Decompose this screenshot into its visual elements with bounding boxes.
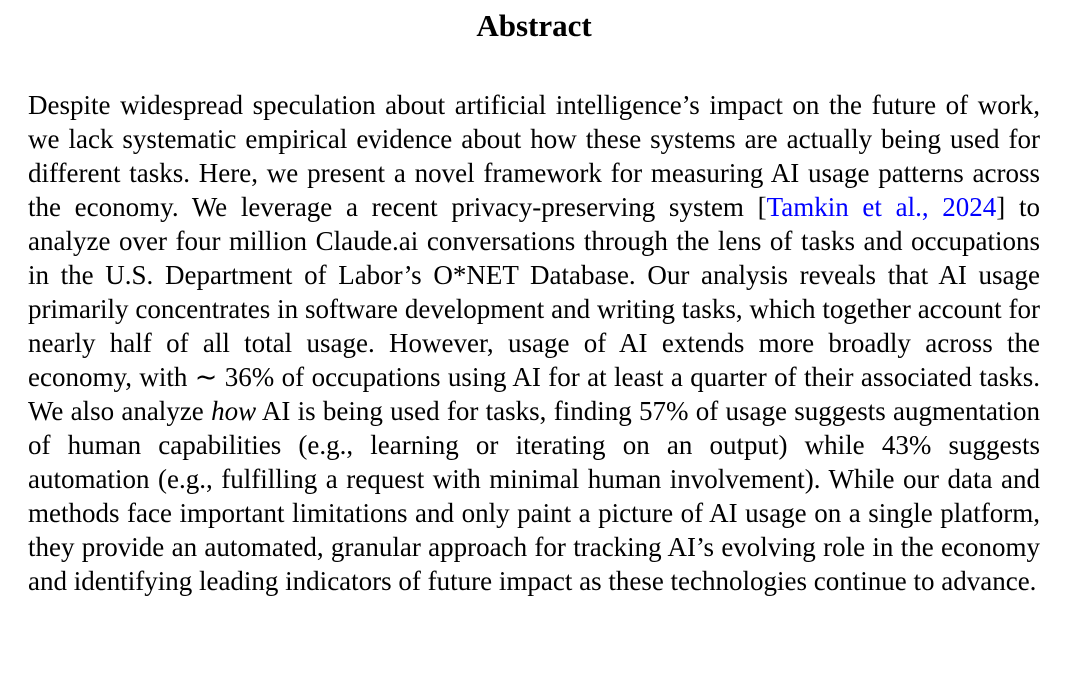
abstract-title: Abstract bbox=[476, 8, 592, 43]
abstract-emphasis-how: how bbox=[211, 396, 257, 426]
abstract-text-segment: ] to analyze over four million Claude.ai conversations through the lens of tasks and occupations in the U.S. Department of Labor’s O*NET Database. Our analysis reveals that AI usage primarily concentrates in software development and writing tasks, which together account for nearly half of all total usage. However, usage of AI extends more broadly across the economy, with ∼ 36% of occupations using AI for at least a quarter of their associated tasks. We also analyze bbox=[28, 192, 1040, 426]
citation-link-tamkin-2024[interactable]: Tamkin et al., 2024 bbox=[766, 192, 997, 222]
abstract-text-segment: AI is being used for tasks, finding 57% of usage suggests augmentation of human capabilities (e.g., learning or iterating on an output) while 43% suggests automation (e.g., fulfilling a request with minimal human involvement). While our data and methods face important limitations and only paint a picture of AI usage on a single platform, they provide an automated, granular approach for tracking AI’s evolving role in the economy and identifying leading indicators of future impact as these technologies continue to advance. bbox=[28, 396, 1040, 596]
abstract-text-segment: Despite widespread speculation about artificial intelligence’s impact on the future of work, we lack systematic empirical evidence about how these systems are actually being used for different tasks. Here, we present a novel framework for measuring AI usage patterns across the economy. We leverage a recent privacy-preserving system [ bbox=[28, 90, 1040, 222]
abstract-paragraph bbox=[28, 88, 1040, 598]
